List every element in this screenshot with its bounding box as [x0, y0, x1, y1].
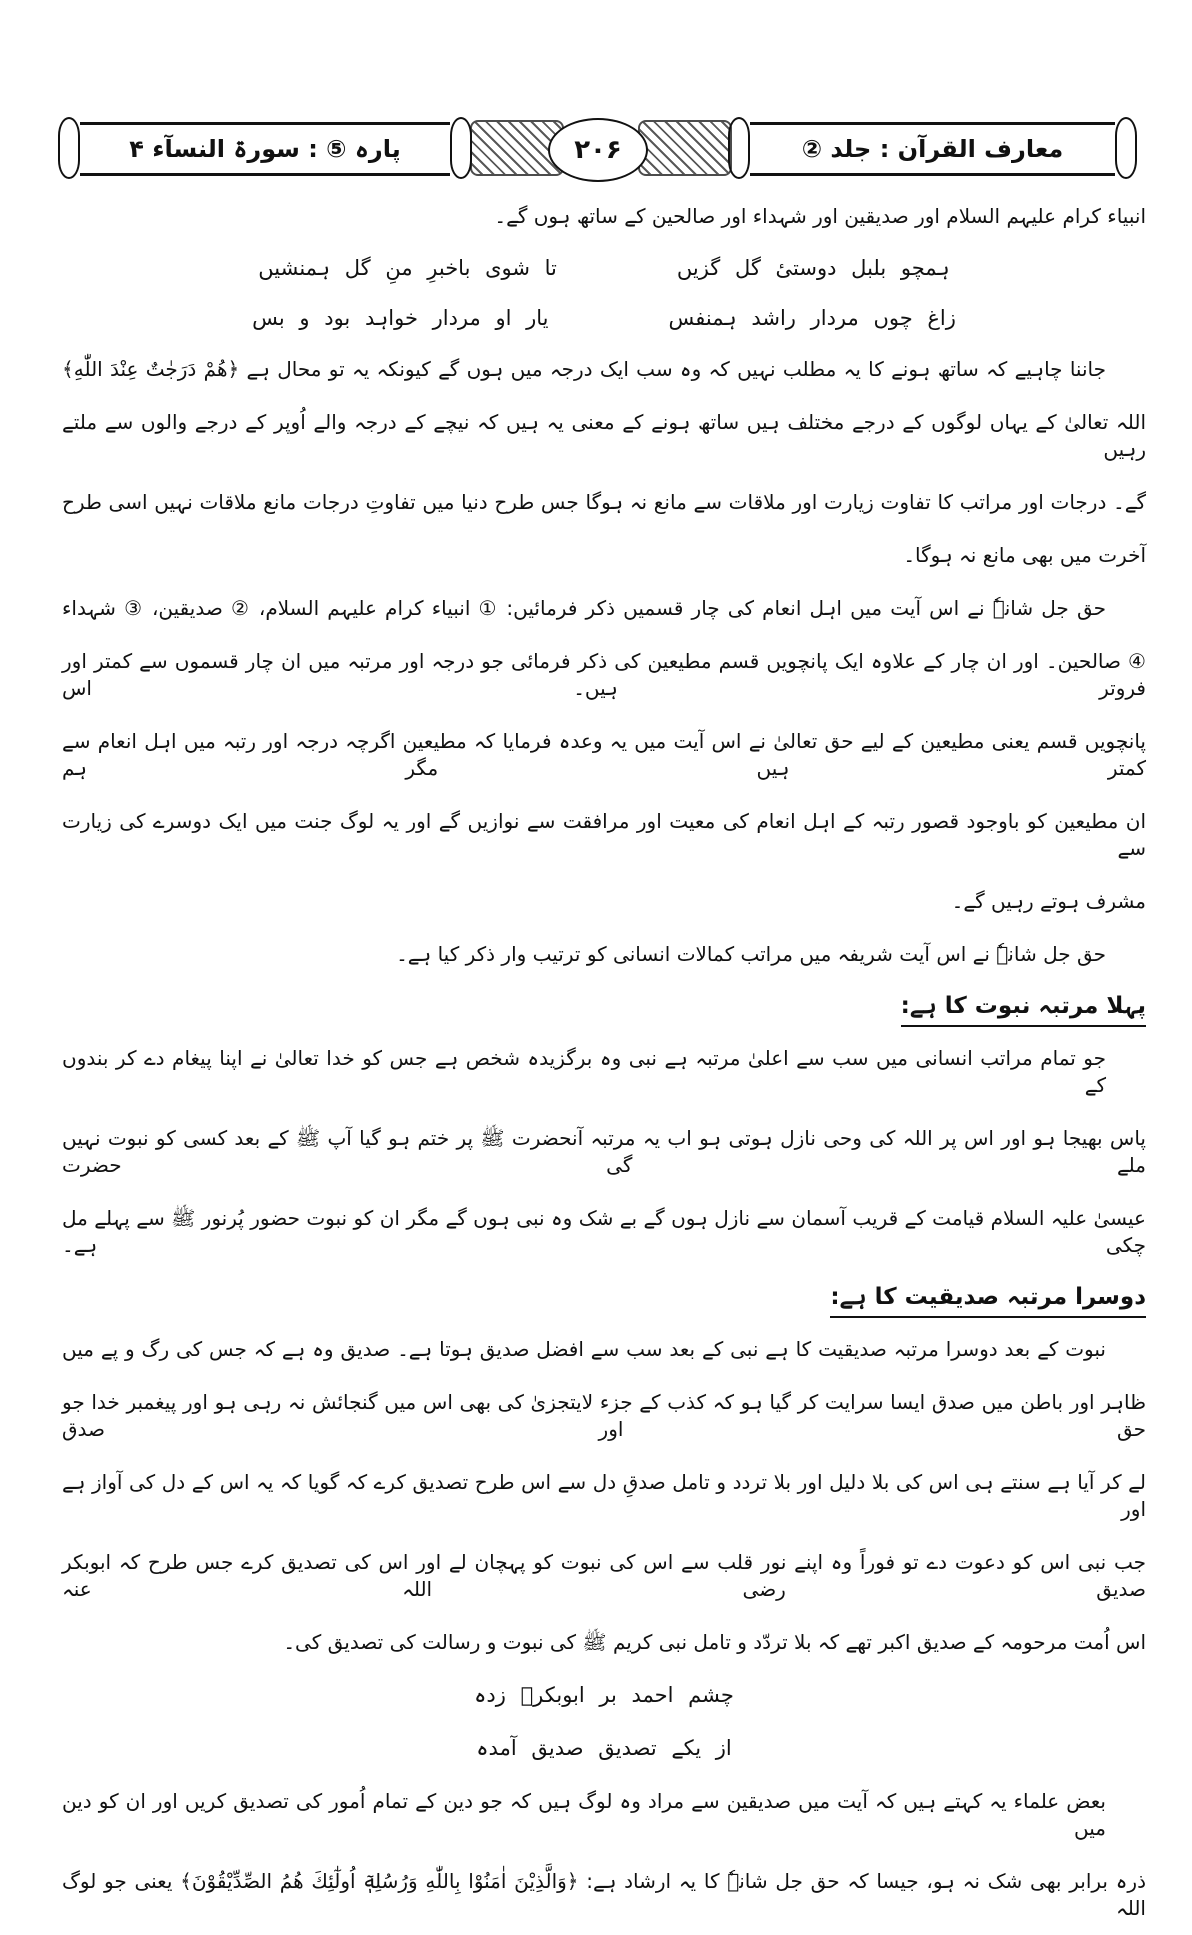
paragraph-line: ذرہ برابر بھی شک نہ ہو، جیسا کہ حق جل شانہٗ کا یہ ارشاد ہے: ﴿وَالَّذِيْنَ اٰمَنُوْا بِاللّٰهِ وَرُسُلِهٖٓ اُولٰٓئِكَ هُمُ الصِّدِّيْقُوْنَ﴾ یعنی جو لوگ اللہ — [62, 1869, 1146, 1920]
paragraph-line: اس اُمت مرحومہ کے صدیق اکبر تھے کہ بلا تردّد و تامل نبی کریم ﷺ کی نبوت و رسالت کی تصدیق کی۔ — [283, 1630, 1146, 1654]
paragraph-line: اللہ تعالیٰ کے یہاں لوگوں کے درجے مختلف ہیں ساتھ ہونے کے معنی یہ ہیں کہ نیچے کے درجہ والے اُوپر کے درجے والوں سے ملتے رہیں — [62, 410, 1146, 461]
page-number — [548, 118, 648, 182]
paragraph-line: لے کر آیا ہے سنتے ہی اس کی بلا دلیل اور بلا تردد و تامل صدقِ دل سے اس طرح تصدیق کرے کہ گویا کہ یہ اس کے دل کی آواز ہے اور — [62, 1470, 1146, 1521]
paragraph-line: حق جل شانہٗ نے اس آیت شریفہ میں مراتب کمالات انسانی کو ترتیب وار ذکر کیا ہے۔ — [396, 942, 1106, 966]
section-label-box — [80, 122, 450, 176]
paragraph-line: نبوت کے بعد دوسرا مرتبہ صدیقیت کا ہے نبی کے بعد سب سے افضل صدیق ہوتا ہے۔ صدیق وہ ہے کہ جس کی رگ و پے میں — [62, 1337, 1106, 1361]
paragraph-line: ④ صالحین۔ اور ان چار کے علاوہ ایک پانچویں قسم مطیعین کی ذکر فرمائی جو درجہ اور مرتبہ میں ان چار قسموں سے کمتر اور فروتر ہیں۔ اس — [62, 649, 1146, 700]
paragraph-line: گے۔ درجات اور مراتب کا تفاوت زیارت اور ملاقات سے مانع نہ ہوگا جس طرح دنیا میں تفاوتِ درجات مانع ملاقات نہیں اسی طرح — [62, 490, 1146, 514]
heading-row — [62, 981, 1146, 1032]
paragraph-line: ان مطیعین کو باوجود قصور رتبہ کے اہل انعام کی معیت اور مرافقت سے نوازیں گے اور یہ لوگ جنت میں ایک دوسرے کی زیارت سے — [62, 809, 1146, 860]
poem-line-1-left: تا شوی باخبرِ منِ گل ہمنشیں — [258, 256, 557, 280]
paragraph-line: پاس بھیجا ہو اور اس پر اللہ کی وحی نازل ہوتی ہو اب یہ مرتبہ آنحضرت ﷺ پر ختم ہو گیا آپ ﷺ کے بعد کسی کو نبوت نہیں ملے گی حضرت — [62, 1126, 1146, 1177]
intro-line: انبیاء کرام علیہم السلام اور صدیقین اور شہداء اور صالحین کے ساتھ ہوں گے۔ — [494, 204, 1146, 228]
paragraph-line: پانچویں قسم یعنی مطیعین کے لیے حق تعالیٰ نے اس آیت میں یہ وعدہ فرمایا کہ مطیعین اگرچہ درجہ اور رتبہ میں اہل انعام سے کمتر ہیں مگر ہم — [62, 729, 1146, 780]
section-heading: دوسرا مرتبہ صدیقیت کا ہے: — [830, 1278, 1146, 1318]
paragraph-line: ظاہر اور باطن میں صدق ایسا سرایت کر گیا ہو کہ کذب کے جزء لایتجزیٰ کی بھی اس میں گنجائش نہ رہی ہو اور پیغمبر خدا جو حق اور صدق — [62, 1390, 1146, 1441]
paragraph-line: حق جل شانہٗ نے اس آیت میں اہل انعام کی چار قسمیں ذکر فرمائیں: ① انبیاء کرام علیہم السلام، ② صدیقین، ③ شہداء — [62, 596, 1106, 620]
book-title: معارف القرآن : جلد ② — [801, 135, 1064, 163]
paragraph-line: بعض علماء یہ کہتے ہیں کہ آیت میں صدیقین سے مراد وہ لوگ ہیں کہ جو دین کے تمام اُمور کی تصدیق کریں اور ان کو دین میں — [62, 1789, 1106, 1840]
ornament-right — [638, 120, 732, 176]
paragraph-line: جب نبی اس کو دعوت دے تو فوراً وہ اپنے نور قلب سے اس کی نبوت کو پہچان لے اور اس کی تصدیق کرے جس طرح کہ ابوبکر صدیق رضی اللہ عنہ — [62, 1550, 1146, 1601]
paragraph-line: جاننا چاہیے کہ ساتھ ہونے کا یہ مطلب نہیں کہ وہ سب ایک درجہ میں ہوں گے کیونکہ یہ تو محال ہے ﴿هُمْ دَرَجٰتٌ عِنْدَ اللّٰهِ﴾ — [62, 357, 1106, 381]
couplet-line-1: چشم احمد بر ابوبکرؓ زدہ — [474, 1683, 734, 1707]
poem-row-1 — [62, 243, 1146, 293]
paragraph-line: جو تمام مراتب انسانی میں سب سے اعلیٰ مرتبہ ہے نبی وہ برگزیدہ شخص ہے جس کو خدا تعالیٰ نے اپنا پیغام دے کر بندوں کے — [62, 1046, 1106, 1097]
section-heading: پہلا مرتبہ نبوت کا ہے: — [901, 987, 1146, 1027]
surah-para-label: پارہ ⑤ : سورۃ النسآء ۴ — [129, 135, 401, 163]
page-number-text: ۲۰۶ — [574, 135, 622, 165]
heading-row — [62, 1272, 1146, 1323]
poem-line-2-right: زاغ چوں مردار راشد ہمنفس — [668, 306, 956, 330]
book-title-box — [750, 122, 1115, 176]
paragraph-line: مشرف ہوتے رہیں گے۔ — [951, 889, 1146, 913]
poem-line-2-left: یار او مردار خواہد بود و بس — [252, 306, 549, 330]
paragraph-line: آخرت میں بھی مانع نہ ہوگا۔ — [903, 543, 1146, 567]
page-body — [62, 190, 1146, 1935]
poem-line-1-right: ہمچو بلبل دوستیٔ گل گزیں — [676, 256, 950, 280]
paragraph-line: عیسیٰ علیہ السلام قیامت کے قریب آسمان سے نازل ہوں گے بے شک وہ نبی ہوں گے مگر ان کو نبوت حضور پُرنور ﷺ سے پہلے مل چکی ہے۔ — [62, 1206, 1146, 1257]
poem-row-2 — [62, 293, 1146, 343]
couplet-line-2: از یکے تصدیق صدیق آمدہ — [476, 1736, 732, 1760]
